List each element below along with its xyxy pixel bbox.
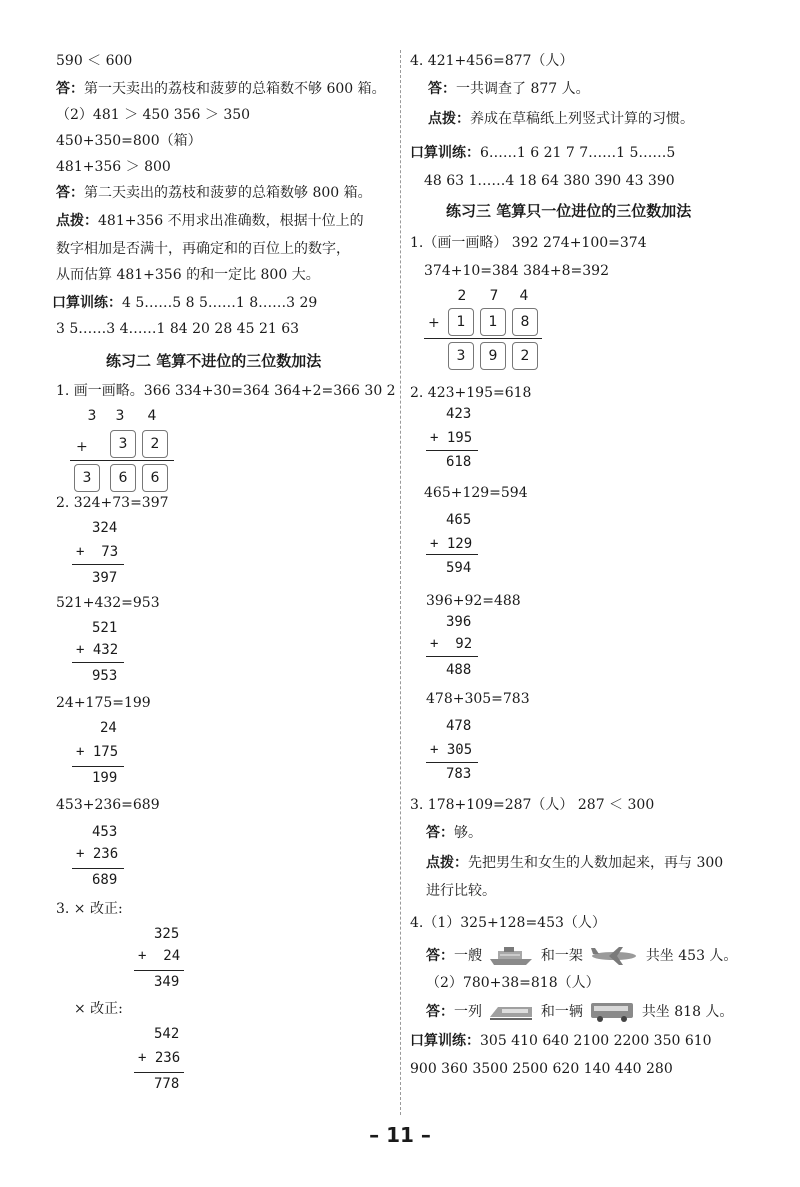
answer-box: 3 bbox=[74, 464, 100, 492]
vertical-sum: 199 bbox=[92, 770, 118, 786]
text-line: （2）780+38=818（人） bbox=[426, 975, 600, 991]
equation: 478+305=783 bbox=[426, 691, 530, 707]
answer-box: 1 bbox=[448, 308, 474, 336]
answer-box: 2 bbox=[142, 430, 168, 458]
diagram-digit: 3 bbox=[115, 408, 125, 424]
section-title: 练习三 笔算只一位进位的三位数加法 bbox=[446, 202, 692, 220]
equation: 521+432=953 bbox=[56, 595, 160, 611]
diagram-digit: 4 bbox=[147, 408, 157, 424]
question-4: 4. 421+456=877（人） bbox=[410, 53, 574, 69]
vertical-sum: 689 bbox=[92, 872, 118, 888]
answer-box: 3 bbox=[448, 342, 474, 370]
vertical-addend: + 24 bbox=[138, 948, 181, 964]
answer-line: 答：一列 和一辆 共坐 818 人。 bbox=[426, 1000, 733, 1024]
sum-rule bbox=[134, 1072, 184, 1073]
question-2: 2. 423+195=618 bbox=[410, 385, 532, 401]
oral-training-cont: 3 5……3 4……1 84 20 28 45 21 63 bbox=[56, 321, 300, 337]
diagram-digit: 7 bbox=[489, 288, 499, 304]
vertical-sum: 488 bbox=[446, 662, 472, 678]
correction-label: × 改正: bbox=[74, 1001, 123, 1017]
question-3: 3. 178+109=287（人） 287 ＜ 300 bbox=[410, 797, 655, 813]
sum-rule bbox=[70, 460, 174, 461]
vertical-addend: + 175 bbox=[76, 744, 119, 760]
page-number: – 11 – bbox=[369, 1123, 431, 1147]
vertical-sum: 397 bbox=[92, 570, 118, 586]
text-line: 590 ＜ 600 bbox=[56, 53, 133, 69]
vertical-sum: 953 bbox=[92, 668, 118, 684]
oral-training: 口算训练：6……1 6 21 7 7……1 5……5 bbox=[410, 145, 676, 161]
vertical-addend: 465 bbox=[446, 512, 472, 528]
vertical-addend: 478 bbox=[446, 718, 472, 734]
vertical-sum: 783 bbox=[446, 766, 472, 782]
vertical-sum: 618 bbox=[446, 454, 472, 470]
bus-icon bbox=[589, 1000, 635, 1024]
equation: 24+175=199 bbox=[56, 695, 151, 711]
vertical-addend: 324 bbox=[92, 520, 118, 536]
diagram-digit: 4 bbox=[519, 288, 529, 304]
answer-box: 2 bbox=[512, 342, 538, 370]
text-line: 481+356 ＞ 800 bbox=[56, 159, 171, 175]
answer-line: 答：一共调查了 877 人。 bbox=[428, 81, 590, 97]
airplane-icon bbox=[589, 945, 639, 967]
answer-box: 9 bbox=[480, 342, 506, 370]
vertical-sum: 349 bbox=[154, 974, 180, 990]
answer-box: 3 bbox=[110, 430, 136, 458]
answer-box: 8 bbox=[512, 308, 538, 336]
equation: 396+92=488 bbox=[426, 593, 521, 609]
sum-rule bbox=[426, 554, 478, 555]
vertical-addend: + 73 bbox=[76, 544, 119, 560]
vertical-addend: + 195 bbox=[430, 430, 473, 446]
sum-rule bbox=[72, 564, 124, 565]
sum-rule bbox=[426, 450, 478, 451]
column-divider bbox=[400, 50, 401, 1115]
answer-line: 答：第二天卖出的荔枝和菠萝的总箱数够 800 箱。 bbox=[56, 185, 372, 201]
answer-line: 答：够。 bbox=[426, 825, 482, 841]
tip-line: 从而估算 481+356 的和一定比 800 大。 bbox=[56, 267, 320, 283]
ship-icon bbox=[488, 945, 534, 967]
text-line: （2）481 ＞ 450 356 ＞ 350 bbox=[56, 107, 251, 123]
oral-training-cont: 48 63 1……4 18 64 380 390 43 390 bbox=[424, 173, 675, 189]
vertical-addend: + 236 bbox=[76, 846, 119, 862]
plus-sign: + bbox=[76, 439, 88, 455]
vertical-addend: + 129 bbox=[430, 536, 473, 552]
question-3: 3. × 改正: bbox=[56, 901, 123, 917]
train-icon bbox=[488, 1001, 534, 1023]
vertical-sum: 778 bbox=[154, 1076, 180, 1092]
tip-line: 点拨：481+356 不用求出准确数，根据十位上的 bbox=[56, 213, 364, 229]
diagram-digit: 2 bbox=[457, 288, 467, 304]
oral-training: 口算训练：305 410 640 2100 2200 350 610 bbox=[410, 1033, 712, 1049]
text-line: 450+350=800（箱） bbox=[56, 133, 202, 149]
vertical-addend: + 92 bbox=[430, 636, 473, 652]
vertical-addend: + 305 bbox=[430, 742, 473, 758]
answer-line: 答：一艘 和一架 共坐 453 人。 bbox=[426, 944, 737, 968]
sum-rule bbox=[426, 656, 478, 657]
tip-line: 点拨：养成在草稿纸上列竖式计算的习惯。 bbox=[428, 111, 694, 127]
vertical-addend: 423 bbox=[446, 406, 472, 422]
plus-sign: + bbox=[428, 315, 440, 331]
answer-box: 1 bbox=[480, 308, 506, 336]
vertical-addend: 396 bbox=[446, 614, 472, 630]
question-4: 4.（1）325+128=453（人） bbox=[410, 915, 606, 931]
vertical-addend: 24 bbox=[100, 720, 117, 736]
tip-line: 数字相加是否满十，再确定和的百位上的数字， bbox=[56, 241, 350, 257]
question-1: 1.（画一画略） 392 274+100=374 bbox=[410, 235, 647, 251]
vertical-addend: 542 bbox=[154, 1026, 180, 1042]
tip-line: 进行比较。 bbox=[426, 883, 496, 899]
sum-rule bbox=[134, 970, 184, 971]
oral-training-cont: 900 360 3500 2500 620 140 440 280 bbox=[410, 1061, 673, 1077]
vertical-addend: 521 bbox=[92, 620, 118, 636]
vertical-addend: 325 bbox=[154, 926, 180, 942]
text-line: 374+10=384 384+8=392 bbox=[424, 263, 609, 279]
question-2: 2. 324+73=397 bbox=[56, 495, 169, 511]
vertical-addend: + 432 bbox=[76, 642, 119, 658]
sum-rule bbox=[72, 766, 124, 767]
answer-box: 6 bbox=[142, 464, 168, 492]
equation: 465+129=594 bbox=[424, 485, 528, 501]
sum-rule bbox=[424, 338, 542, 339]
oral-training: 口算训练：4 5……5 8 5……1 8……3 29 bbox=[52, 295, 318, 311]
vertical-addend: + 236 bbox=[138, 1050, 181, 1066]
section-title: 练习二 笔算不进位的三位数加法 bbox=[106, 352, 322, 370]
question-1: 1. 画一画略。366 334+30=364 364+2=366 30 2 bbox=[56, 383, 396, 399]
answer-line: 答：第一天卖出的荔枝和菠萝的总箱数不够 600 箱。 bbox=[56, 81, 386, 97]
equation: 453+236=689 bbox=[56, 797, 160, 813]
diagram-digit: 3 bbox=[87, 408, 97, 424]
sum-rule bbox=[72, 662, 124, 663]
vertical-addend: 453 bbox=[92, 824, 118, 840]
vertical-sum: 594 bbox=[446, 560, 472, 576]
tip-line: 点拨：先把男生和女生的人数加起来，再与 300 bbox=[426, 855, 724, 871]
sum-rule bbox=[72, 868, 124, 869]
answer-box: 6 bbox=[110, 464, 136, 492]
sum-rule bbox=[426, 762, 478, 763]
